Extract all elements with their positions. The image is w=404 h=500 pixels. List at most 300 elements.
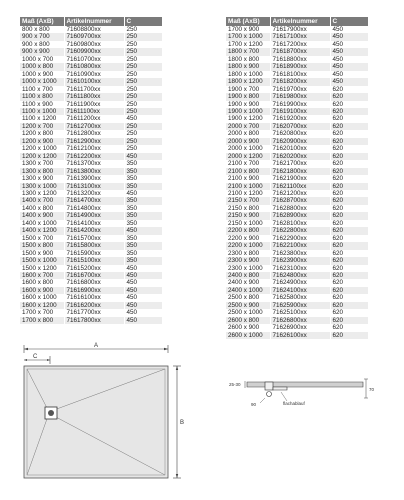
- table-row: [20, 220, 162, 227]
- article-number-cell: 71621800xx: [270, 168, 330, 175]
- c-cell: 350: [124, 183, 162, 190]
- table-row: [226, 48, 368, 55]
- size-cell: 1100 x 800: [20, 93, 64, 100]
- size-cell: 1000 x 800: [20, 63, 64, 70]
- table-row: [20, 287, 162, 294]
- c-cell: 620: [330, 272, 368, 279]
- size-cell: 900 x 900: [20, 48, 64, 55]
- left-table-body: [20, 26, 162, 324]
- article-number-cell: 71612200xx: [64, 153, 124, 160]
- table-row: [20, 294, 162, 301]
- c-cell: 250: [126, 70, 138, 78]
- size-cell: 1200 x 1000: [20, 145, 64, 152]
- article-number-cell: 71620900xx: [270, 138, 330, 145]
- c-cell: 450: [332, 55, 344, 63]
- c-cell: 250: [126, 130, 138, 138]
- size-cell: 2150 x 800: [226, 205, 270, 212]
- c-cell: 250: [124, 63, 162, 70]
- table-row: [20, 56, 162, 63]
- table-row: [20, 175, 162, 182]
- article-number-cell: 71612100xx: [64, 145, 124, 152]
- size-cell: 2400 x 1000: [226, 287, 270, 294]
- dimension-a: [24, 343, 168, 353]
- table-row: [226, 257, 368, 264]
- article-number-cell: 71612900xx: [64, 138, 124, 145]
- size-cell: 2300 x 800: [226, 250, 270, 257]
- size-cell: 1700 x 900: [226, 26, 270, 33]
- table-row: [20, 153, 162, 160]
- article-number-cell: 71616700xx: [64, 272, 124, 279]
- c-cell: 250: [126, 55, 138, 63]
- size-cell: 2300 x 1000: [226, 265, 270, 272]
- article-number-cell: 71623100xx: [270, 265, 330, 272]
- article-number-cell: 71619100xx: [270, 108, 330, 115]
- article-number-cell: 71611200xx: [64, 115, 124, 122]
- size-cell: 1100 x 1200: [20, 115, 64, 122]
- c-cell: 450: [330, 78, 368, 85]
- c-cell: 450: [126, 279, 138, 287]
- size-cell: 2100 x 800: [226, 168, 270, 175]
- article-number-cell: 71626100xx: [270, 332, 330, 339]
- c-cell: 350: [126, 249, 138, 257]
- c-cell: 250: [124, 78, 162, 85]
- header-size: Maß (AxB): [20, 17, 64, 26]
- c-cell: 620: [330, 302, 368, 309]
- article-number-cell: 71614200xx: [64, 227, 124, 234]
- c-cell: 250: [126, 145, 138, 153]
- article-number-cell: 71624100xx: [270, 287, 330, 294]
- size-cell: 2300 x 900: [226, 257, 270, 264]
- table-row: [226, 242, 368, 249]
- table-row: [20, 197, 162, 204]
- c-cell: 450: [124, 317, 162, 324]
- size-cell: 1200 x 700: [20, 123, 64, 130]
- size-cell: 1300 x 1000: [20, 183, 64, 190]
- size-cell: 2400 x 900: [226, 279, 270, 286]
- article-number-cell: 71608800xx: [64, 26, 124, 33]
- c-cell: 620: [330, 183, 368, 190]
- table-row: [20, 48, 162, 55]
- table-header-row: [226, 17, 368, 26]
- article-number-cell: 71628900xx: [270, 212, 330, 219]
- table-row: [226, 265, 368, 272]
- size-cell: 2150 x 1000: [226, 220, 270, 227]
- article-number-cell: 71616900xx: [64, 287, 124, 294]
- c-cell: 620: [332, 264, 344, 272]
- size-cell: 1400 x 700: [20, 197, 64, 204]
- article-number-cell: 71623900xx: [270, 257, 330, 264]
- c-cell: 250: [124, 108, 162, 115]
- size-cell: 1900 x 800: [226, 93, 270, 100]
- article-number-cell: 71614100xx: [64, 220, 124, 227]
- table-row: [20, 279, 162, 286]
- table-row: [20, 302, 162, 309]
- dim-a-label: A: [94, 343, 99, 349]
- table-row: [226, 26, 368, 33]
- c-cell: 250: [126, 85, 138, 93]
- size-cell: 2100 x 700: [226, 160, 270, 167]
- article-number-cell: 71615900xx: [64, 250, 124, 257]
- table-row: [226, 220, 368, 227]
- table-row: [226, 78, 368, 85]
- size-cell: 2100 x 1200: [226, 190, 270, 197]
- article-number-cell: 71609900xx: [64, 48, 124, 55]
- article-number-cell: 71625800xx: [270, 294, 330, 301]
- c-cell: 250: [124, 123, 162, 130]
- c-cell: 620: [332, 115, 344, 123]
- table-row: [20, 101, 162, 108]
- c-cell: 620: [332, 309, 344, 317]
- c-cell: 450: [126, 294, 138, 302]
- article-number-cell: 71615100xx: [64, 257, 124, 264]
- table-row: [226, 153, 368, 160]
- table-row: [20, 183, 162, 190]
- table-row: [20, 63, 162, 70]
- size-cell: 1500 x 900: [20, 250, 64, 257]
- article-number-cell: 71621900xx: [270, 175, 330, 182]
- header-size: Maß (AxB): [226, 17, 270, 26]
- article-number-cell: 71624900xx: [270, 279, 330, 286]
- size-cell: 800 x 800: [20, 26, 64, 33]
- article-number-cell: 71625900xx: [270, 302, 330, 309]
- c-cell: 620: [332, 294, 344, 302]
- table-row: [20, 145, 162, 152]
- dimension-height-right: [364, 379, 375, 398]
- size-cell: 1200 x 800: [20, 130, 64, 137]
- article-number-cell: 71617700xx: [64, 309, 124, 316]
- table-row: [226, 86, 368, 93]
- article-number-cell: 71622900xx: [270, 235, 330, 242]
- table-row: [226, 123, 368, 130]
- c-cell: 620: [330, 242, 368, 249]
- table-row: [226, 33, 368, 40]
- c-cell: 450: [126, 309, 138, 317]
- size-cell: 1700 x 800: [20, 317, 64, 324]
- article-number-cell: 71610100xx: [64, 78, 124, 85]
- article-number-cell: 71611100xx: [64, 108, 124, 115]
- article-number-cell: 71623800xx: [270, 250, 330, 257]
- size-cell: 1500 x 700: [20, 235, 64, 242]
- c-cell: 620: [330, 168, 368, 175]
- table-row: [226, 101, 368, 108]
- article-number-cell: 71614900xx: [64, 212, 124, 219]
- article-number-cell: 71611700xx: [64, 86, 124, 93]
- table-row: [226, 130, 368, 137]
- c-cell: 450: [126, 264, 138, 272]
- c-cell: 620: [332, 234, 344, 242]
- table-row: [226, 41, 368, 48]
- table-header-row: [20, 17, 162, 26]
- article-number-cell: 71628100xx: [270, 220, 330, 227]
- size-cell: 2100 x 900: [226, 175, 270, 182]
- size-cell: 1000 x 900: [20, 71, 64, 78]
- table-row: [226, 93, 368, 100]
- size-cell: 2150 x 700: [226, 197, 270, 204]
- size-cell: 2600 x 800: [226, 317, 270, 324]
- size-cell: 1100 x 1000: [20, 108, 64, 115]
- size-cell: 1900 x 700: [226, 86, 270, 93]
- c-cell: 350: [126, 175, 138, 183]
- size-table-left: [20, 17, 162, 324]
- c-cell: 620: [332, 130, 344, 138]
- table-row: [226, 279, 368, 286]
- article-number-cell: 71622800xx: [270, 227, 330, 234]
- size-cell: 1200 x 900: [20, 138, 64, 145]
- table-row: [226, 294, 368, 301]
- table-row: [226, 309, 368, 316]
- article-number-cell: 71620200xx: [270, 153, 330, 160]
- table-row: [20, 250, 162, 257]
- size-cell: 1500 x 800: [20, 242, 64, 249]
- c-cell: 250: [126, 40, 138, 48]
- table-row: [20, 115, 162, 122]
- table-row: [226, 250, 368, 257]
- article-number-cell: 71613100xx: [64, 183, 124, 190]
- article-number-cell: 71619800xx: [270, 93, 330, 100]
- article-number-cell: 71614800xx: [64, 205, 124, 212]
- c-cell: 620: [332, 189, 344, 197]
- size-cell: 1600 x 1000: [20, 294, 64, 301]
- c-cell: 620: [330, 153, 368, 160]
- table-row: [226, 63, 368, 70]
- table-row: [226, 205, 368, 212]
- size-cell: 900 x 800: [20, 41, 64, 48]
- table-row: [20, 235, 162, 242]
- c-cell: 350: [124, 242, 162, 249]
- size-cell: 1100 x 700: [20, 86, 64, 93]
- article-number-cell: 71612700xx: [64, 123, 124, 130]
- table-row: [20, 160, 162, 167]
- table-row: [226, 145, 368, 152]
- c-cell: 620: [332, 219, 344, 227]
- size-cell: 1500 x 1000: [20, 257, 64, 264]
- size-cell: 900 x 700: [20, 33, 64, 40]
- size-cell: 2200 x 1000: [226, 242, 270, 249]
- article-number-cell: 71616100xx: [64, 294, 124, 301]
- c-cell: 350: [124, 197, 162, 204]
- c-cell: 620: [330, 197, 368, 204]
- c-cell: 620: [330, 93, 368, 100]
- c-cell: 620: [332, 279, 344, 287]
- table-row: [226, 212, 368, 219]
- size-cell: 1300 x 800: [20, 168, 64, 175]
- article-number-cell: 71611900xx: [64, 101, 124, 108]
- article-number-cell: 71624800xx: [270, 272, 330, 279]
- section-height-label: 25-30: [229, 382, 241, 387]
- size-cell: 2600 x 900: [226, 324, 270, 331]
- c-cell: 250: [126, 26, 138, 33]
- c-cell: 450: [332, 70, 344, 78]
- c-cell: 350: [126, 219, 138, 227]
- tray-section-drawing: [225, 372, 385, 412]
- size-cell: 2000 x 800: [226, 130, 270, 137]
- article-number-cell: 71628800xx: [270, 205, 330, 212]
- size-cell: 1100 x 900: [20, 101, 64, 108]
- size-cell: 2600 x 1000: [226, 332, 270, 339]
- article-number-cell: 71610800xx: [64, 63, 124, 70]
- table-row: [20, 317, 162, 324]
- article-number-cell: 71617900xx: [270, 26, 330, 33]
- table-row: [226, 160, 368, 167]
- size-cell: 2200 x 800: [226, 227, 270, 234]
- c-cell: 350: [126, 234, 138, 242]
- dim-b-label: B: [180, 420, 185, 426]
- table-row: [226, 235, 368, 242]
- article-number-cell: 71617100xx: [270, 33, 330, 40]
- size-cell: 1600 x 1200: [20, 302, 64, 309]
- table-row: [226, 317, 368, 324]
- c-cell: 350: [124, 257, 162, 264]
- table-row: [20, 123, 162, 130]
- c-cell: 450: [124, 153, 162, 160]
- c-cell: 350: [124, 168, 162, 175]
- table-row: [20, 205, 162, 212]
- c-cell: 620: [332, 145, 344, 153]
- article-number-cell: 71615700xx: [64, 235, 124, 242]
- size-cell: 1400 x 1200: [20, 227, 64, 234]
- size-cell: 1300 x 1200: [20, 190, 64, 197]
- article-number-cell: 71618800xx: [270, 56, 330, 63]
- article-number-cell: 71616800xx: [64, 279, 124, 286]
- table-row: [20, 78, 162, 85]
- article-number-cell: 71613900xx: [64, 175, 124, 182]
- c-cell: 620: [332, 204, 344, 212]
- article-number-cell: 71612800xx: [64, 130, 124, 137]
- table-row: [20, 138, 162, 145]
- size-cell: 1700 x 700: [20, 309, 64, 316]
- c-cell: 250: [124, 93, 162, 100]
- table-row: [20, 242, 162, 249]
- article-number-cell: 71626900xx: [270, 324, 330, 331]
- c-cell: 450: [124, 302, 162, 309]
- table-row: [20, 108, 162, 115]
- size-cell: 2500 x 900: [226, 302, 270, 309]
- table-row: [20, 309, 162, 316]
- article-number-cell: 71620700xx: [270, 123, 330, 130]
- table-row: [226, 108, 368, 115]
- section-note: flachablauf: [283, 401, 305, 406]
- table-row: [226, 190, 368, 197]
- size-cell: 2000 x 1200: [226, 153, 270, 160]
- c-cell: 250: [124, 48, 162, 55]
- table-row: [226, 272, 368, 279]
- table-row: [20, 272, 162, 279]
- article-number-cell: 71609800xx: [64, 41, 124, 48]
- article-number-cell: 71625100xx: [270, 309, 330, 316]
- article-number-cell: 71611800xx: [64, 93, 124, 100]
- size-cell: 1800 x 800: [226, 56, 270, 63]
- c-cell: 620: [330, 332, 368, 339]
- article-number-cell: 71619200xx: [270, 115, 330, 122]
- size-cell: 1000 x 700: [20, 56, 64, 63]
- drain-icon: [45, 407, 57, 419]
- table-row: [20, 257, 162, 264]
- size-cell: 2100 x 1000: [226, 183, 270, 190]
- article-number-cell: 71620800xx: [270, 130, 330, 137]
- c-cell: 620: [332, 324, 344, 332]
- size-cell: 1900 x 1200: [226, 115, 270, 122]
- dimension-b: [173, 366, 184, 478]
- c-cell: 620: [330, 317, 368, 324]
- article-number-cell: 71621200xx: [270, 190, 330, 197]
- header-article-number: Artikelnummer: [270, 17, 330, 26]
- c-cell: 250: [124, 33, 162, 40]
- article-number-cell: 71618900xx: [270, 63, 330, 70]
- c-cell: 620: [332, 160, 344, 168]
- table-row: [226, 287, 368, 294]
- size-cell: 1400 x 900: [20, 212, 64, 219]
- size-cell: 2000 x 900: [226, 138, 270, 145]
- size-cell: 2000 x 1000: [226, 145, 270, 152]
- article-number-cell: 71618700xx: [270, 48, 330, 55]
- table-row: [20, 212, 162, 219]
- tray-section: [247, 382, 363, 387]
- article-number-cell: 71613800xx: [64, 168, 124, 175]
- c-cell: 450: [126, 115, 138, 123]
- size-cell: 1000 x 1000: [20, 78, 64, 85]
- table-row: [226, 332, 368, 339]
- article-number-cell: 71613200xx: [64, 190, 124, 197]
- article-number-cell: 71610900xx: [64, 71, 124, 78]
- c-cell: 250: [126, 100, 138, 108]
- c-cell: 450: [124, 287, 162, 294]
- dimension-height-left: [229, 381, 245, 388]
- table-row: [226, 227, 368, 234]
- table-row: [226, 56, 368, 63]
- size-cell: 2500 x 800: [226, 294, 270, 301]
- size-cell: 1800 x 1000: [226, 71, 270, 78]
- size-cell: 1800 x 700: [226, 48, 270, 55]
- article-number-cell: 71610700xx: [64, 56, 124, 63]
- size-table-right: [226, 17, 368, 339]
- table-row: [226, 197, 368, 204]
- table-row: [226, 324, 368, 331]
- c-cell: 450: [330, 33, 368, 40]
- c-cell: 620: [332, 85, 344, 93]
- table-row: [20, 93, 162, 100]
- table-row: [226, 138, 368, 145]
- table-row: [226, 183, 368, 190]
- article-number-cell: 71620100xx: [270, 145, 330, 152]
- size-cell: 1800 x 900: [226, 63, 270, 70]
- c-cell: 450: [124, 227, 162, 234]
- size-cell: 1600 x 900: [20, 287, 64, 294]
- size-cell: 1400 x 1000: [20, 220, 64, 227]
- article-number-cell: 71615800xx: [64, 242, 124, 249]
- right-table-body: [226, 26, 368, 339]
- article-number-cell: 71614700xx: [64, 197, 124, 204]
- c-cell: 620: [330, 138, 368, 145]
- size-cell: 1900 x 900: [226, 101, 270, 108]
- table-row: [20, 26, 162, 33]
- table-row: [20, 130, 162, 137]
- size-cell: 2150 x 900: [226, 212, 270, 219]
- article-number-cell: 71618100xx: [270, 71, 330, 78]
- table-row: [20, 86, 162, 93]
- article-number-cell: 71621100xx: [270, 183, 330, 190]
- table-row: [226, 168, 368, 175]
- size-cell: 1400 x 800: [20, 205, 64, 212]
- c-cell: 450: [126, 189, 138, 197]
- article-number-cell: 71618200xx: [270, 78, 330, 85]
- c-cell: 350: [126, 160, 138, 168]
- size-cell: 1700 x 1200: [226, 41, 270, 48]
- c-cell: 350: [124, 212, 162, 219]
- article-number-cell: 71621700xx: [270, 160, 330, 167]
- c-cell: 450: [332, 26, 344, 33]
- table-row: [226, 115, 368, 122]
- c-cell: 450: [330, 63, 368, 70]
